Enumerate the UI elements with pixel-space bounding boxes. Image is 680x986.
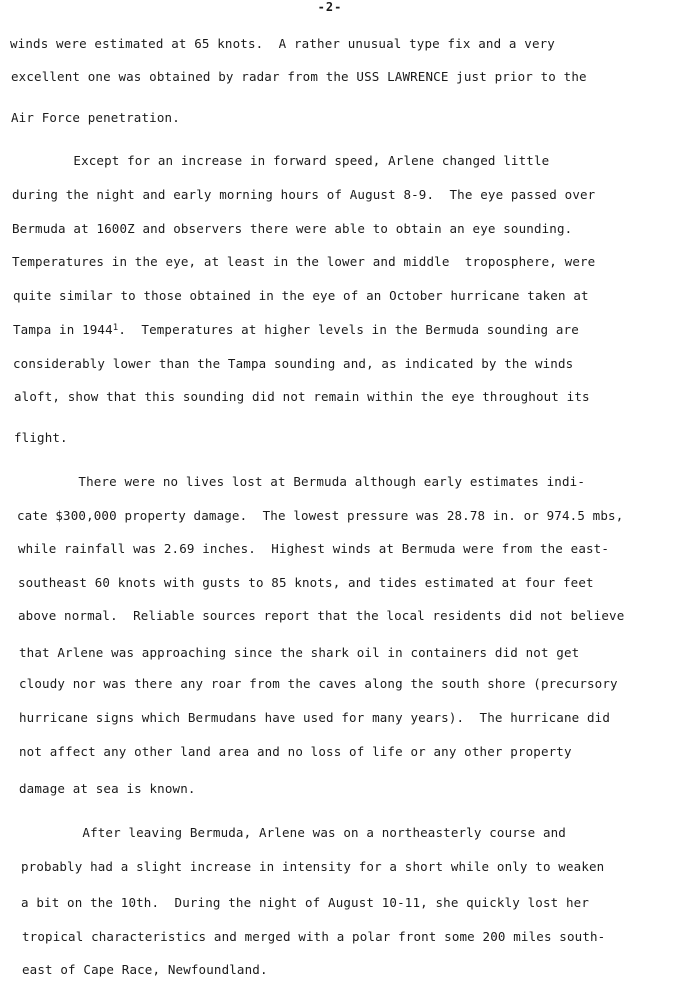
- footnote-mark: 1: [112, 323, 119, 333]
- text-line: After leaving Bermuda, Arlene was on a northeasterly course and: [21, 825, 566, 840]
- text-line: aloft, show that this sounding did not remain within the eye throughout its: [14, 389, 590, 404]
- text-line: cate $300,000 property damage. The lowest pressure was 28.78 in. or 974.5 mbs,: [17, 508, 624, 523]
- text-line: above normal. Reliable sources report that the local residents did not believe: [18, 608, 625, 623]
- text-line: hurricane signs which Bermudans have used for many years). The hurricane did: [19, 710, 611, 725]
- text-line: that Arlene was approaching since the shark oil in containers did not get: [19, 645, 580, 660]
- text-line: while rainfall was 2.69 inches. Highest winds at Bermuda were from the east-: [18, 541, 610, 556]
- text-line: Bermuda at 1600Z and observers there were able to obtain an eye sounding.: [12, 221, 573, 236]
- text-line: There were no lives lost at Bermuda although early estimates indi-: [17, 474, 585, 489]
- text-line: tropical characteristics and merged with a polar front some 200 miles south-: [22, 929, 606, 944]
- text-line: southeast 60 knots with gusts to 85 knots, and tides estimated at four feet: [18, 575, 594, 590]
- page-number: -2-: [317, 0, 343, 14]
- text-line: Air Force penetration.: [11, 110, 180, 125]
- text-line-with-footnote: [13, 322, 579, 337]
- text-line: excellent one was obtained by radar from the USS LAWRENCE just prior to the: [11, 69, 587, 84]
- text-line: probably had a slight increase in intensity for a short while only to weaken: [21, 859, 605, 874]
- text-line: damage at sea is known.: [19, 781, 196, 796]
- text-segment: Tampa in 1944: [13, 322, 113, 337]
- text-line: Except for an increase in forward speed, Arlene changed little: [12, 153, 550, 168]
- text-line: flight.: [14, 430, 68, 445]
- text-line: considerably lower than the Tampa sounding and, as indicated by the winds: [13, 356, 574, 371]
- text-line: during the night and early morning hours of August 8-9. The eye passed over: [12, 187, 596, 202]
- text-line: quite similar to those obtained in the eye of an October hurricane taken at: [13, 288, 589, 303]
- text-line: winds were estimated at 65 knots. A rather unusual type fix and a very: [10, 36, 555, 51]
- text-line: not affect any other land area and no loss of life or any other property: [19, 744, 572, 759]
- text-segment: . Temperatures at higher levels in the Bermuda sounding are: [118, 322, 579, 337]
- text-line: cloudy nor was there any roar from the caves along the south shore (precursory: [19, 676, 618, 691]
- text-line: east of Cape Race, Newfoundland.: [22, 962, 268, 977]
- text-line: Temperatures in the eye, at least in the lower and middle troposphere, were: [12, 254, 596, 269]
- text-line: a bit on the 10th. During the night of August 10-11, she quickly lost her: [21, 895, 589, 910]
